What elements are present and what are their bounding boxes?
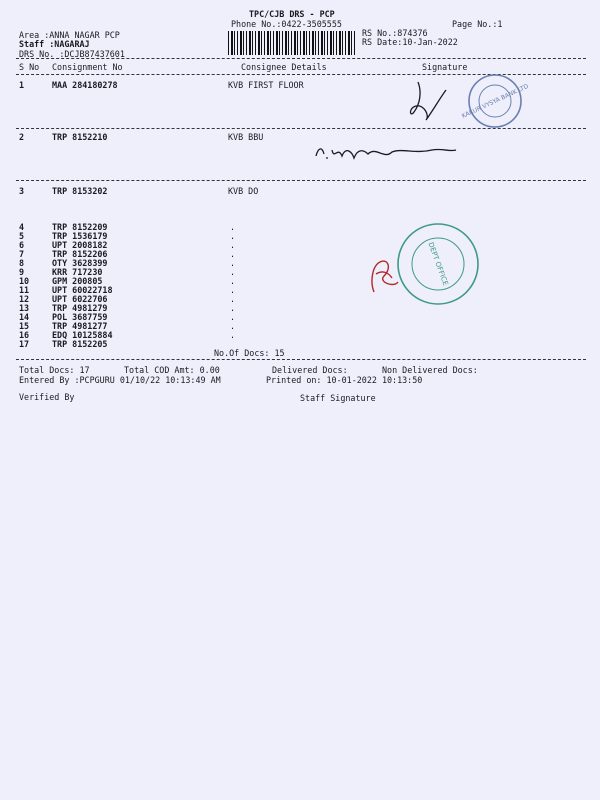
divider xyxy=(16,180,586,181)
row-sno: 13 xyxy=(19,303,30,313)
row-details: KVB FIRST FLOOR xyxy=(228,80,304,90)
row-consignment: GPM 200805 xyxy=(52,276,103,286)
verified-by: Verified By xyxy=(19,392,75,402)
row-sno: 10 xyxy=(19,276,30,286)
row-consignment: UPT 6022706 xyxy=(52,294,108,304)
area-label: Area :ANNA NAGAR PCP xyxy=(19,30,120,40)
row-consignment: TRP 8152205 xyxy=(52,339,108,349)
row-consignment: TRP 8152209 xyxy=(52,222,108,232)
column-header-sno: S No xyxy=(19,62,40,72)
row-sno: 5 xyxy=(19,231,25,241)
phone-number: Phone No.:0422-3505555 xyxy=(231,19,342,29)
row-sno: 6 xyxy=(19,240,25,250)
row-sno: 16 xyxy=(19,330,30,340)
row-consignment: TRP 8152210 xyxy=(52,132,108,142)
delivered-docs: Delivered Docs: xyxy=(272,365,348,375)
row-sno: 3 xyxy=(19,186,25,196)
row-sno: 2 xyxy=(19,132,25,142)
row-consignment: POL 3687759 xyxy=(52,312,108,322)
details-dots: . . . . . . . . . . . . . xyxy=(230,222,236,340)
row-consignment: OTY 3628399 xyxy=(52,258,108,268)
row-details: KVB BBU xyxy=(228,132,264,142)
entered-by: Entered By :PCPGURU 01/10/22 10:13:49 AM xyxy=(19,375,221,385)
row-sno: 7 xyxy=(19,249,25,259)
column-header-details: Consignee Details xyxy=(241,62,327,72)
row-sno: 11 xyxy=(19,285,30,295)
row-consignment: KRR 717230 xyxy=(52,267,103,277)
row-sno: 1 xyxy=(19,80,25,90)
document-title: TPC/CJB DRS - PCP xyxy=(249,9,335,19)
dept-stamp xyxy=(392,218,484,310)
barcode xyxy=(228,31,356,55)
row-sno: 4 xyxy=(19,222,25,232)
row-sno: 8 xyxy=(19,258,25,268)
staff-signature: Staff Signature xyxy=(300,393,376,403)
signature-row-1 xyxy=(400,76,450,128)
row-consignment: TRP 4981277 xyxy=(52,321,108,331)
divider xyxy=(16,58,586,59)
page-number: Page No.:1 xyxy=(452,19,503,29)
total-cod: Total COD Amt: 0.00 xyxy=(124,365,220,375)
row-sno: 15 xyxy=(19,321,30,331)
total-docs: Total Docs: 17 xyxy=(19,365,90,375)
row-consignment: EDQ 10125884 xyxy=(52,330,113,340)
row-consignment: TRP 8152206 xyxy=(52,249,108,259)
staff-label: Staff :NAGARAJ xyxy=(19,39,90,49)
row-sno: 12 xyxy=(19,294,30,304)
rs-number: RS No.:874376 xyxy=(362,28,428,38)
printed-on: Printed on: 10-01-2022 10:13:50 xyxy=(266,375,423,385)
row-sno: 14 xyxy=(19,312,30,322)
red-initial-mark xyxy=(364,252,404,300)
row-consignment: TRP 4981279 xyxy=(52,303,108,313)
row-consignment: TRP 1536179 xyxy=(52,231,108,241)
non-delivered-docs: Non Delivered Docs: xyxy=(382,365,478,375)
row-sno: 9 xyxy=(19,267,25,277)
row-consignment: TRP 8153202 xyxy=(52,186,108,196)
row-details: KVB DO xyxy=(228,186,259,196)
drs-number: DRS No. :DCJB87437601 xyxy=(19,49,125,59)
signature-row-2 xyxy=(312,138,458,166)
column-header-consignment: Consignment No xyxy=(52,62,123,72)
bank-stamp-text: KARUR VYSYA BANK LTD xyxy=(460,82,530,120)
rs-date: RS Date:10-Jan-2022 xyxy=(362,37,458,47)
bank-stamp xyxy=(460,72,530,130)
column-header-signature: Signature xyxy=(422,62,468,72)
no-of-docs: No.Of Docs: 15 xyxy=(214,348,285,358)
row-sno: 17 xyxy=(19,339,30,349)
row-consignment: MAA 284180278 xyxy=(52,80,118,90)
row-consignment: UPT 60022718 xyxy=(52,285,113,295)
divider xyxy=(16,359,586,360)
dept-stamp-text: DEPT OFFICE xyxy=(426,241,450,287)
row-consignment: UPT 2008182 xyxy=(52,240,108,250)
